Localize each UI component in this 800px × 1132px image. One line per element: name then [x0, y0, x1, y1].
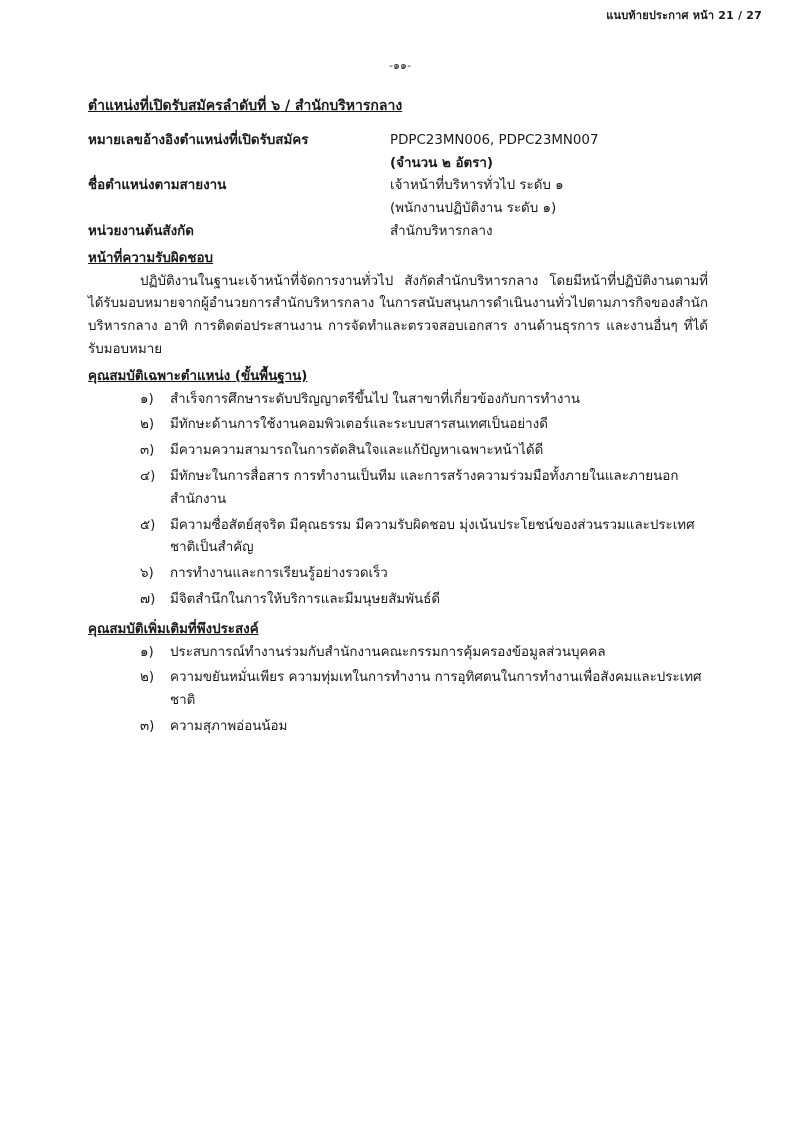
list-number: ๑) — [140, 644, 154, 660]
info-unit-row — [88, 221, 708, 244]
responsibilities-heading: หน้าที่ความรับผิดชอบ — [88, 250, 214, 266]
list-number: ๓) — [140, 718, 155, 734]
info-unit-value: สำนักบริหารกลาง — [390, 223, 493, 239]
list-item — [88, 563, 708, 586]
list-number: ๖) — [140, 566, 154, 582]
list-text: มีความซื่อสัตย์สุจริต มีคุณธรรม มีความรับผิดชอบ มุ่งเน้นประโยชน์ของส่วนรวมและประเทศชาติเป็นสำคัญ — [170, 517, 695, 556]
desired-qualifications-heading: คุณสมบัติเพิ่มเติมที่พึงประสงค์ — [88, 621, 259, 637]
list-item — [88, 466, 708, 512]
list-text: ความขยันหมั่นเพียร ความทุ่มเทในการทำงาน การอุทิศตนในการทำงานเพื่อสังคมและประเทศชาติ — [170, 670, 702, 709]
list-text: มีความความสามารถในการตัดสินใจและแก้ปัญหาเฉพาะหน้าได้ดี — [170, 443, 544, 459]
list-number: ๒) — [140, 670, 155, 686]
info-reference-row — [88, 130, 708, 176]
info-position-row — [88, 175, 708, 221]
info-unit-label: หน่วยงานต้นสังกัด — [88, 223, 194, 239]
list-text: มีทักษะด้านการใช้งานคอมพิวเตอร์และระบบสารสนเทศเป็นอย่างดี — [170, 417, 548, 433]
list-item — [88, 667, 708, 713]
list-item — [88, 589, 708, 612]
list-item — [88, 440, 708, 463]
list-number: ๑) — [140, 391, 154, 407]
list-number: ๔) — [140, 468, 156, 484]
list-item — [88, 515, 708, 561]
list-text: สำเร็จการศึกษาระดับปริญญาตรีขึ้นไป ในสาขาที่เกี่ยวข้องกับการทำงาน — [170, 391, 581, 407]
list-number: ๕) — [140, 517, 156, 533]
info-position-value — [390, 175, 708, 221]
list-text: มีทักษะในการสื่อสาร การทำงานเป็นทีม และการสร้างความร่วมมือทั้งภายในและภายนอกสำนักงาน — [170, 468, 679, 507]
list-item — [88, 414, 708, 437]
position-name: เจ้าหน้าที่บริหารทั่วไป ระดับ ๑ — [390, 178, 564, 194]
info-position-label: ชื่อตำแหน่งตามสายงาน — [88, 178, 227, 194]
list-item — [88, 389, 708, 412]
running-header: แนบท้ายประกาศ หน้า 21 / 27 — [606, 9, 762, 22]
list-item — [88, 716, 708, 739]
info-reference-label: หมายเลขอ้างอิงตำแหน่งที่เปิดรับสมัคร — [88, 132, 309, 148]
list-item — [88, 642, 708, 665]
position-title: ตำแหน่งที่เปิดรับสมัครลำดับที่ ๖ / สำนักบริหารกลาง — [88, 98, 403, 114]
reference-codes: PDPC23MN006, PDPC23MN007 — [390, 132, 599, 148]
basic-qualifications-list — [88, 389, 708, 612]
list-text: มีจิตสำนึกในการให้บริการและมีมนุษยสัมพันธ์ดี — [170, 591, 441, 607]
position-sub: (พนักงานปฏิบัติงาน ระดับ ๑) — [390, 201, 557, 217]
basic-qualifications-heading: คุณสมบัติเฉพาะตำแหน่ง (ขั้นพื้นฐาน) — [88, 368, 308, 384]
list-number: ๗) — [140, 591, 156, 607]
document-body — [88, 95, 708, 742]
list-text: ความสุภาพอ่อนน้อม — [170, 718, 288, 734]
reference-count: (จำนวน ๒ อัตรา) — [390, 155, 494, 171]
info-reference-value — [390, 130, 708, 176]
page-number: -๑๑- — [389, 59, 411, 72]
list-text: การทำงานและการเรียนรู้อย่างรวดเร็ว — [170, 566, 388, 582]
desired-qualifications-list — [88, 642, 708, 739]
list-text: ประสบการณ์ทำงานร่วมกับสำนักงานคณะกรรมการคุ้มครองข้อมูลส่วนบุคคล — [170, 644, 606, 660]
list-number: ๓) — [140, 443, 155, 459]
responsibilities-text: ปฏิบัติงานในฐานะเจ้าหน้าที่จัดการงานทั่วไป สังกัดสำนักบริหารกลาง โดยมีหน้าที่ปฏิบัติงานตามที่ได้รับมอบหมายจากผู้อำนวยการสำนักบริหารกลาง ในการสนับสนุนการดำเนินงานทั่วไปตามภารกิจของสำนักบริหารกลาง อาทิ การติดต่อประสานงาน การจัดทำและตรวจสอบเอกสาร งานด้านธุรการ และงานอื่นๆ ที่ได้รับมอบหมาย — [88, 273, 708, 357]
list-number: ๒) — [140, 417, 155, 433]
